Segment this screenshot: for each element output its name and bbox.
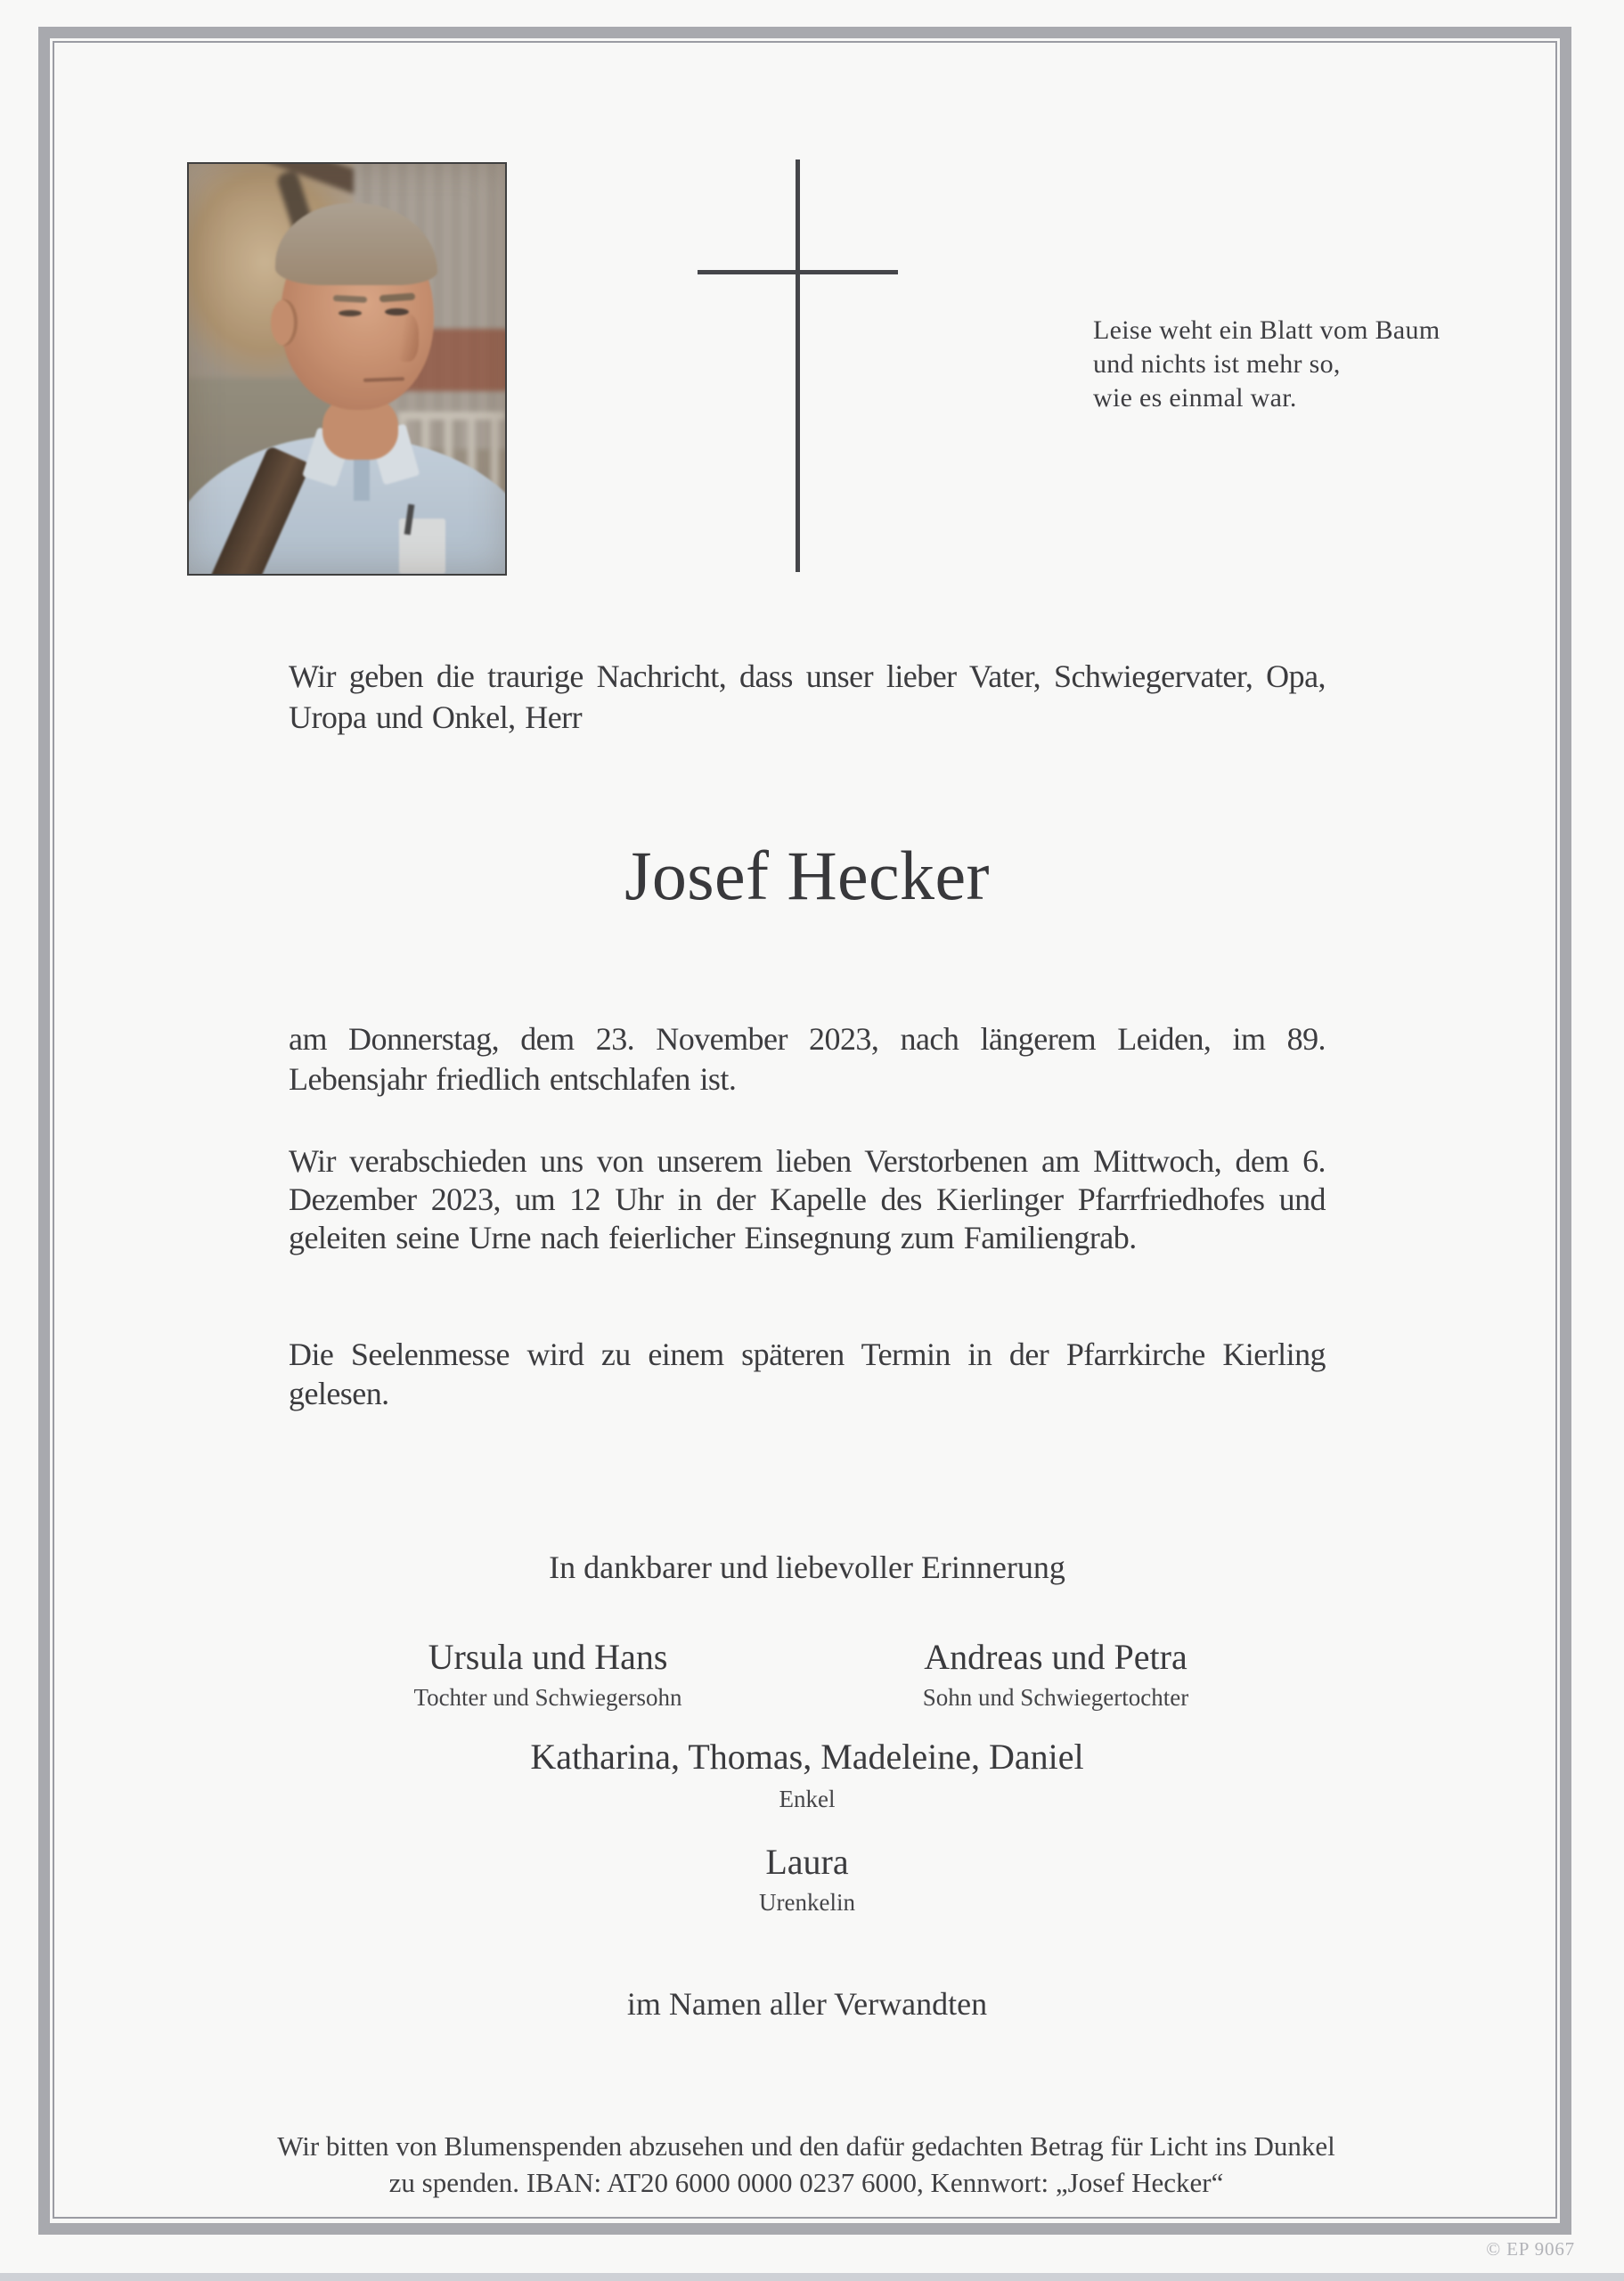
poem-line: Leise weht ein Blatt vom Baum (1093, 315, 1440, 345)
mourner-names-grandchildren: Katharina, Thomas, Madeleine, Daniel (530, 1737, 1084, 1777)
poem-line: wie es einmal war. (1093, 383, 1297, 413)
portrait-photo (187, 162, 507, 576)
closing-line: im Namen aller Verwandten (626, 1986, 988, 2022)
poem-line: und nichts ist mehr so, (1093, 349, 1341, 379)
intro-paragraph: Wir geben die traurige Nachricht, dass unser lieber Vater, Schwiegervater, Opa, Uropa und Onkel, Herr (289, 658, 1326, 735)
remembrance-line: In dankbarer und liebevoller Erinnerung (549, 1549, 1065, 1585)
requiem-paragraph: Die Seelenmesse wird zu einem späteren Termin in der Pfarrkirche Kierling gelesen. (289, 1337, 1326, 1411)
scan-edge-strip (0, 2273, 1624, 2281)
mourner-relation-great-grandchild: Urenkelin (759, 1889, 855, 1916)
funeral-paragraph: Wir verabschieden uns von unserem lieben Verstorbenen am Mittwoch, dem 6. Dezember 2023, um 12 Uhr in der Kapelle des Kierlinger Pfarrfriedhofes und geleiten seine Urne nach feierlicher Einsegnung zum Familiengrab. (289, 1143, 1326, 1255)
mourner-relation-daughter: Tochter und Schwiegersohn (413, 1684, 682, 1711)
mourner-names-daughter: Ursula und Hans (428, 1637, 668, 1677)
mourner-relation-grandchildren: Enkel (779, 1786, 836, 1812)
mourner-relation-son: Sohn und Schwiegertochter (922, 1684, 1189, 1711)
mourner-names-great-grandchild: Laura (765, 1842, 849, 1882)
donation-note (178, 2128, 1434, 2201)
photo-sepia-overlay (189, 164, 505, 574)
mourner-names-son: Andreas und Petra (924, 1637, 1187, 1677)
poem (1093, 314, 1440, 415)
donation-note-line: zu spenden. IBAN: AT20 6000 0000 0237 6000, Kennwort: „Josef Hecker“ (388, 2167, 1224, 2198)
donation-note-line: Wir bitten von Blumenspenden abzusehen und den dafür gedachten Betrag für Licht ins Dunkel (277, 2130, 1335, 2162)
deceased-name: Josef Hecker (624, 837, 990, 914)
death-date-paragraph: am Donnerstag, dem 23. November 2023, nach längerem Leiden, im 89. Lebensjahr friedlich entschlafen ist. (289, 1021, 1326, 1097)
printer-code: © EP 9067 (1486, 2238, 1575, 2260)
